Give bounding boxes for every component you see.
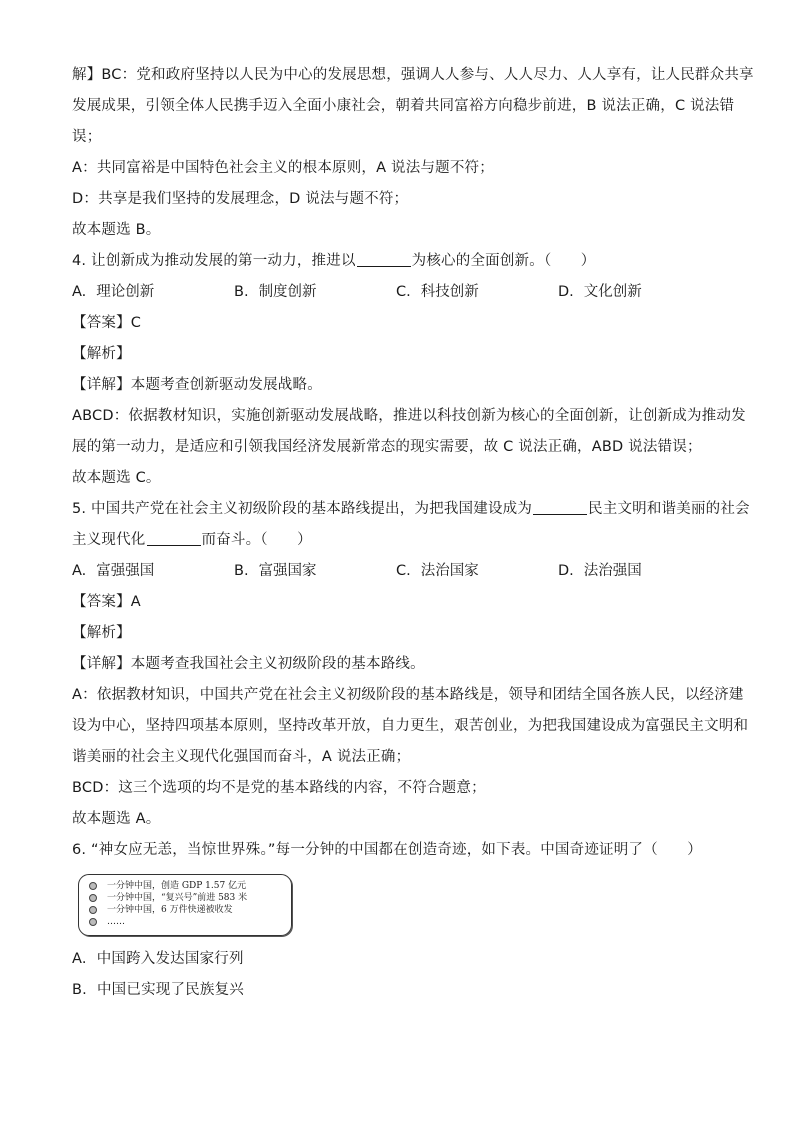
stem-text: 民主文明和谐美丽的社会 (588, 501, 750, 517)
option-text: 富强强国 (96, 563, 155, 579)
text-line: ABCD：依据教材知识，实施创新驱动发展战略，推进以科技创新为核心的全面创新，让创新成为推动发 (72, 408, 746, 424)
option-a (72, 944, 732, 975)
option-text: 法治强国 (583, 563, 642, 579)
question-5 (72, 494, 750, 835)
answer-blank (147, 529, 201, 546)
option-b (72, 975, 732, 1006)
bullet-icon (89, 882, 97, 890)
option-text: 制度创新 (258, 284, 317, 300)
table-row (89, 892, 291, 904)
table-row (89, 880, 291, 892)
option-c (396, 277, 558, 308)
option-a (72, 556, 234, 587)
bullet-icon (89, 918, 97, 926)
question-4 (72, 246, 746, 494)
option-key: C. (396, 563, 411, 579)
text-line: 发展成果，引领全体人民携手迈入全面小康社会，朝着共同富裕方向稳步前进，B 说法正确，C 说法错 (72, 98, 735, 114)
text-line: 展的第一动力，是适应和引领我国经济发展新常态的现实需要，故 C 说法正确，ABD 说法错误； (72, 439, 702, 455)
bullet-icon (89, 906, 97, 914)
option-text: 法治国家 (420, 563, 479, 579)
option-text: 中国跨入发达国家行列 (96, 951, 244, 967)
options-row (72, 277, 732, 308)
question-stem (72, 246, 732, 277)
question-6 (72, 835, 732, 1006)
text-line: A：共同富裕是中国特色社会主义的根本原则，A 说法与题不符； (72, 160, 494, 176)
answer-blank (533, 498, 587, 515)
option-a (72, 277, 234, 308)
question-stem: 6. “神女应无恙，当惊世界殊。”每一分钟的中国都在创造奇迹，如下表。中国奇迹证明了（ ） (72, 842, 702, 858)
detail-line: 【详解】本题考查创新驱动发展战略。 (72, 377, 322, 393)
option-key: B. (234, 563, 249, 579)
stem-text: 4. 让创新成为推动发展的第一动力，推进以 (72, 253, 356, 269)
answer-line: 【答案】A (72, 594, 141, 610)
answer-line: 【答案】C (72, 315, 142, 331)
option-text: 理论创新 (96, 284, 155, 300)
table-row-text: …… (107, 917, 125, 927)
option-text: 中国已实现了民族复兴 (96, 982, 244, 998)
text-line: 误； (72, 129, 102, 145)
option-key: D. (558, 563, 574, 579)
question-stem (72, 494, 750, 525)
table-row-text: 一分钟中国，6 万件快递被收发 (107, 905, 233, 915)
stem-text: 5. 中国共产党在社会主义初级阶段的基本路线提出，为把我国建设成为 (72, 501, 533, 517)
bullet-icon (89, 894, 97, 902)
option-d (558, 556, 720, 587)
table-row-text: 一分钟中国，“复兴号”前进 583 米 (107, 893, 248, 903)
option-key: A. (72, 284, 87, 300)
text-line: 谐美丽的社会主义现代化强国而奋斗，A 说法正确； (72, 749, 411, 765)
table-row (89, 904, 291, 916)
option-text: 文化创新 (583, 284, 642, 300)
table-row (89, 916, 291, 928)
text-line: 故本题选 C。 (72, 470, 161, 486)
option-d (558, 277, 720, 308)
option-text: 富强国家 (258, 563, 317, 579)
option-c (396, 556, 558, 587)
previous-answer-section (72, 60, 754, 246)
option-key: A. (72, 563, 87, 579)
option-key: A. (72, 951, 87, 967)
text-line: D：共享是我们坚持的发展理念，D 说法与题不符； (72, 191, 409, 207)
option-b (234, 277, 396, 308)
text-line: 故本题选 A。 (72, 811, 161, 827)
stem-text: 主义现代化 (72, 532, 146, 548)
question-stem-cont (72, 525, 732, 556)
option-b (234, 556, 396, 587)
stem-text: 而奋斗。（ ） (201, 532, 312, 548)
text-line: 设为中心，坚持四项基本原则，坚持改革开放，自力更生，艰苦创业，为把我国建设成为富强民主文明和 (72, 718, 749, 734)
text-line: 解】BC：党和政府坚持以人民为中心的发展思想，强调人人参与、人人尽力、人人享有，让人民群众共享 (72, 67, 754, 83)
option-key: B. (234, 284, 249, 300)
answer-blank (357, 250, 411, 267)
document-page (72, 60, 754, 1006)
text-line: A：依据教材知识，中国共产党在社会主义初级阶段的基本路线是，领导和团结全国各族人民，以经济建 (72, 687, 744, 703)
option-key: C. (396, 284, 411, 300)
option-text: 科技创新 (420, 284, 479, 300)
analysis-heading: 【解析】 (72, 625, 131, 641)
detail-line: 【详解】本题考查我国社会主义初级阶段的基本路线。 (72, 656, 425, 672)
options-row (72, 556, 732, 587)
option-key: D. (558, 284, 574, 300)
table-row-text: 一分钟中国，创造 GDP 1.57 亿元 (107, 881, 247, 891)
info-table-card (78, 874, 292, 936)
analysis-heading: 【解析】 (72, 346, 131, 362)
option-key: B. (72, 982, 87, 998)
text-line: 故本题选 B。 (72, 222, 161, 238)
stem-text: 为核心的全面创新。（ ） (411, 253, 596, 269)
text-line: BCD：这三个选项的均不是党的基本路线的内容，不符合题意； (72, 780, 486, 796)
